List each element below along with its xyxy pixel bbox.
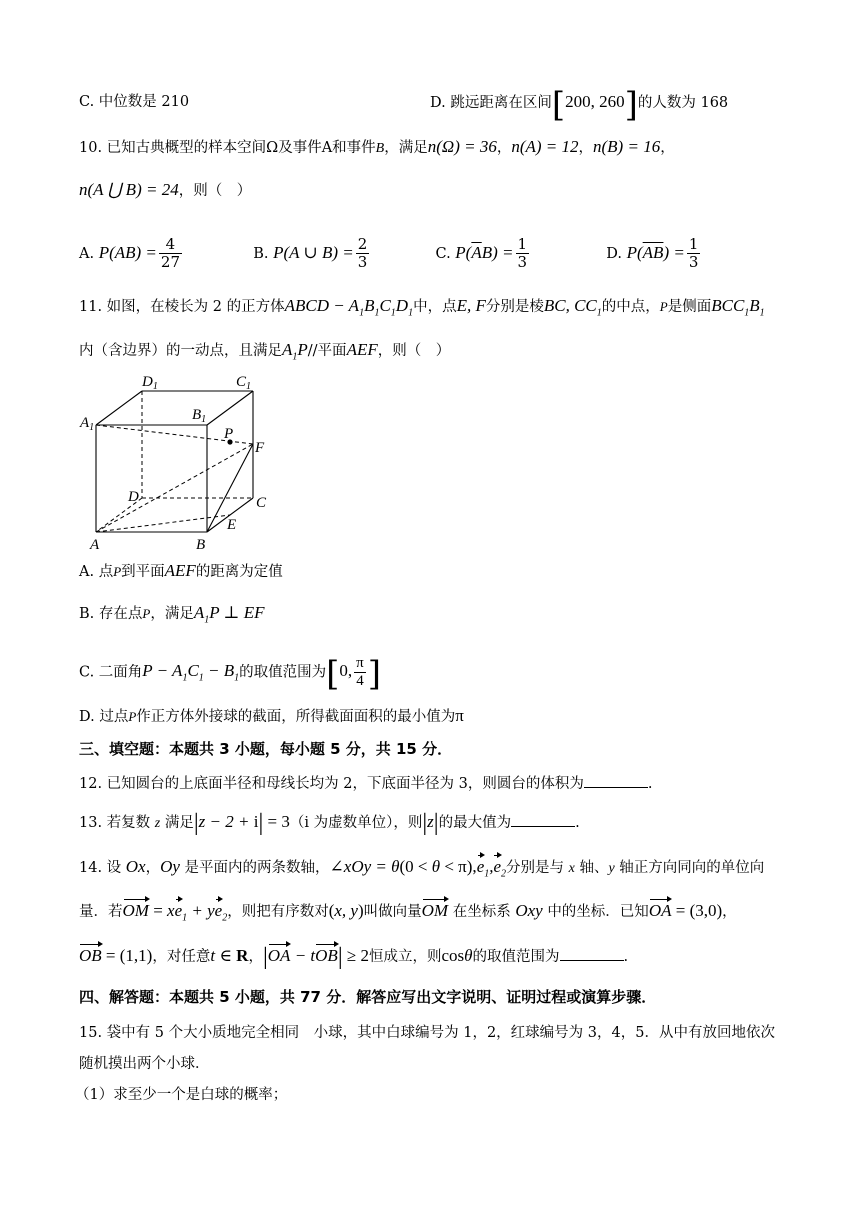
q10-options	[79, 236, 702, 271]
q11-stem-line1: 11. 如图，在棱长为 2 的正方体ABCD − $A_1B_1C_1D_1$中，点E, F分别是棱BC, $CC_1$的中点，P是侧面$BCC_1B_1$	[79, 296, 765, 319]
q12-text: 12. 已知圆台的上底面半径和母线长均为 2，下底面半径为 3，则圆台的体积为 .	[79, 773, 652, 794]
q11-option-b: B. 存在点P，满足$A_1P$ ⊥ EF	[79, 603, 265, 626]
q10-option-c: C. $P(\overline{A}B)$ = $\frac{1}{3}$	[435, 235, 528, 271]
q14-line2: 量．若OM = $xe_1 + ye_2$，则把有序数对(x, y)叫做向量OM 在坐标系 Oxy 中的坐标．已知OA = (3,0)，	[79, 901, 737, 924]
q10-stem-line2: n(A ⋃ B) = 24，则（ ）	[79, 180, 252, 199]
label-c1: $C_1$	[236, 374, 252, 392]
q9-option-c: C. 中位数是 210	[79, 94, 190, 110]
q11-option-a: A. 点P到平面AEF的距离为定值	[79, 561, 283, 580]
label-p: P	[224, 426, 234, 442]
q9-option-d: D. 跳远距离在区间[200, 260]的人数为 168	[430, 85, 729, 125]
label-b: B	[196, 537, 206, 552]
label-b1: $B_1$	[192, 407, 207, 425]
label-a1: $A_1$	[80, 415, 95, 433]
q13-answer-blank[interactable]	[511, 812, 575, 827]
label-a: A	[90, 537, 100, 552]
q14-line3: OB = (1,1)，对任意t ∈ R，|OA − tOB| ≥ 2恒成立，则cosθ的取值范围为 .	[79, 944, 629, 970]
q14-answer-blank[interactable]	[560, 946, 624, 961]
label-c: C	[256, 495, 267, 511]
q10-option-d: D. $P(\overline{AB})$ = $\frac{1}{3}$	[606, 235, 699, 271]
q15-line1: 15. 袋中有 5 个大小质地完全相同 小球，其中白球编号为 1，2，红球编号为 3，4，5．从中有放回地依次	[79, 1025, 775, 1041]
q12-answer-blank[interactable]	[584, 773, 648, 788]
label-e: E	[227, 517, 237, 533]
q11-stem-line2: 内（含边界）的一动点，且满足$A_1P//$平面AEF，则（ ）	[79, 340, 451, 363]
q10-option-a: A. P(AB) = $\frac{4}{27}$	[79, 235, 180, 271]
q11-option-d: D. 过点P作正方体外接球的截面，所得截面面积的最小值为π	[79, 706, 464, 725]
label-d1: $D_1$	[142, 374, 158, 392]
q15-line2: 随机摸出两个小球．	[79, 1056, 210, 1072]
section4-heading: 四、解答题：本题共 5 小题，共 77 分．解答应写出文字说明、证明过程或演算步骤．	[79, 988, 657, 1006]
q14-line1: 14. 设 Ox，Oy 是平面内的两条数轴，∠xOy = $\theta(0 < \theta < \pi),e_1,e_2$分别是与 x 轴、y 轴正方向同向的单位向	[79, 857, 765, 880]
q13-text: 13. 若复数 z 满足|z − 2 + i| = 3（i 为虚数单位），则|z|的最大值为 .	[79, 810, 580, 836]
label-d: D	[128, 489, 139, 505]
q10-option-b: B. P(A ∪ B) = $\frac{2}{3}$	[253, 235, 368, 271]
q11-option-c: C. 二面角$P - A_1C_1 - B_1$的取值范围为[0, $\frac{\pi}{4}$ ]	[79, 654, 381, 695]
q15-line3: （1）求至少一个是白球的概率；	[75, 1087, 288, 1103]
section3-heading: 三、填空题：本题共 3 小题，每小题 5 分，共 15 分．	[79, 740, 453, 758]
label-f: F	[255, 440, 265, 456]
cube-figure	[76, 372, 276, 552]
q10-stem-line1: 10. 已知古典概型的样本空间Ω及事件A和事件B，满足n(Ω) = 36，n(A) = 12，n(B) = 16，	[79, 137, 675, 156]
